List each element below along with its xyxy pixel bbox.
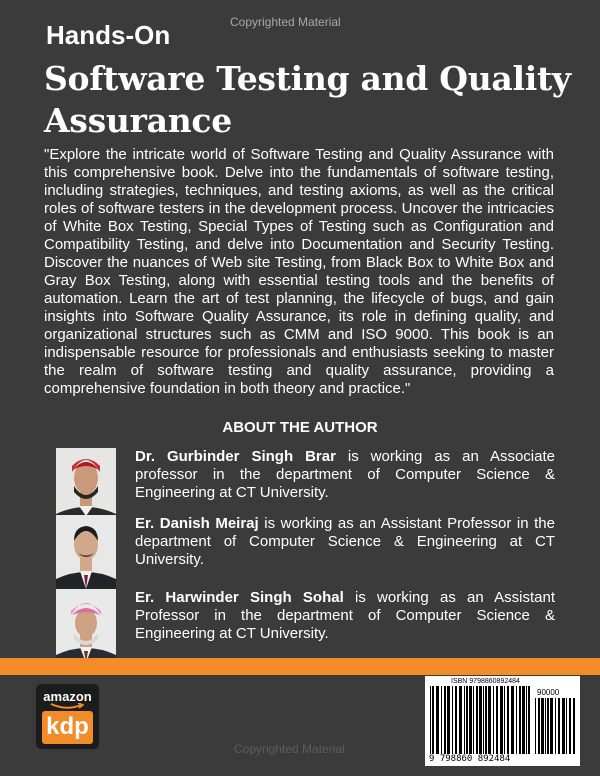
author-name: Dr. Gurbinder Singh Brar — [135, 448, 336, 465]
book-title: Software Testing and Quality Assurance — [44, 59, 571, 140]
barcode-addon-digits: 90000 — [537, 688, 560, 697]
amazon-smile-icon — [50, 703, 84, 710]
barcode-addon-bars — [535, 698, 575, 754]
author-photo — [56, 515, 116, 595]
barcode-bars — [430, 686, 532, 754]
logo-amazon-text: amazon — [43, 689, 92, 704]
logo-kdp-text: kdp — [42, 711, 93, 744]
watermark-top: Copyrighted Material — [230, 15, 341, 29]
author-name: Er. Harwinder Singh Sohal — [135, 589, 344, 606]
about-author-heading: ABOUT THE AUTHOR — [222, 419, 378, 436]
author-description: is working as an Associate professor in the department of Computer Science & Engineering at CT University. — [135, 448, 555, 501]
isbn-barcode — [425, 676, 580, 766]
title-kicker: Hands-On — [46, 20, 171, 50]
watermark-bottom: Copyrighted Material — [234, 742, 345, 756]
author-bio — [135, 515, 555, 569]
author-bio — [135, 589, 555, 643]
author-bio — [135, 448, 555, 502]
author-entry — [56, 589, 556, 669]
amazon-kdp-logo — [36, 684, 99, 749]
isbn-label: ISBN 9798860892484 — [451, 678, 520, 685]
author-photo — [56, 589, 116, 669]
book-description: "Explore the intricate world of Software Testing and Quality Assurance with this comprehensive book. Delve into the fundamentals of software testing, including strategies, techniques, and testing axioms, as well as the critical roles of software testers in the development process. Uncover the intricacies of White Box Testing, Special Types of Testing such as Configuration and Compatibility Testing, and delve into Documentation and Security Testing. Discover the nuances of Web site Testing, from Black Box to White Box and Gray Box Testing, along with essential testing tools and the benefits of automation. Learn the art of test planning, the lifecycle of bugs, and gain insights into Software Quality Assurance, its role in defining quality, and organizational structures such as CMM and ISO 9000. This book is an indispensable resource for professionals and enthusiasts seeking to master the realm of software testing and quality assurance, providing a comprehensive foundation in both theory and practice." — [44, 146, 554, 397]
author-entry — [56, 515, 556, 595]
author-description: is working as an Assistant Professor in the department of Computer Science & Engineering at CT University. — [135, 515, 555, 568]
ean-digits: 9 798860 892484 — [429, 754, 511, 764]
author-name: Er. Danish Meiraj — [135, 515, 259, 532]
author-description: is working as an Assistant Professor in the department of Computer Science & Engineering at CT University. — [135, 589, 555, 642]
accent-stripe — [0, 658, 600, 675]
